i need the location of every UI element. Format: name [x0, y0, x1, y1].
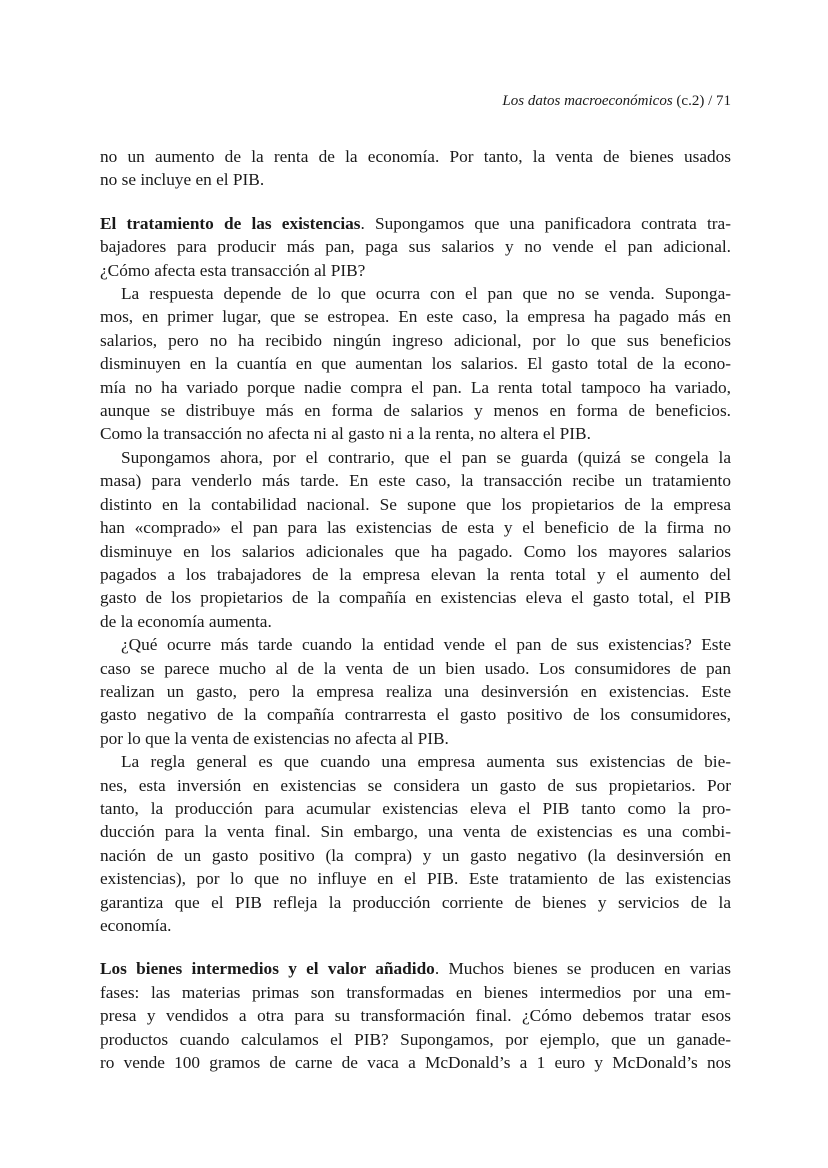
header-chapter: (c.2)	[676, 93, 705, 109]
text-line	[100, 957, 731, 980]
line-text: han «comprado» el pan para las existencias de esta y el beneficio de la firma no	[100, 518, 731, 538]
line-text: La regla general es que cuando una empresa aumenta sus existencias de bie-	[121, 752, 731, 772]
line-text: nación de un gasto positivo (la compra) y un gasto negativo (la desinversión en	[100, 845, 731, 865]
line-text: por lo que la venta de existencias no afecta al PIB.	[100, 728, 449, 748]
line-text: bajadores para producir más pan, paga sus salarios y no vende el pan adicional.	[100, 237, 731, 257]
text-line	[100, 797, 731, 820]
text-line	[100, 305, 731, 328]
line-text: pagados a los trabajadores de la empresa elevan la renta total y el aumento del	[100, 564, 731, 584]
text-line	[100, 540, 731, 563]
line-text: . Supongamos que una panificadora contrata tra-	[360, 213, 731, 233]
text-line	[100, 891, 731, 914]
text-line	[100, 235, 731, 258]
line-text: realizan un gasto, pero la empresa realiza una desinversión en existencias. Este	[100, 681, 731, 701]
text-line	[100, 774, 731, 797]
text-line	[100, 469, 731, 492]
text-line	[100, 1028, 731, 1051]
line-text: de la economía aumenta.	[100, 611, 272, 631]
line-text: fases: las materias primas son transformadas en bienes intermedios por una em-	[100, 982, 731, 1002]
line-text: no se incluye en el PIB.	[100, 170, 265, 190]
text-line	[100, 867, 731, 890]
line-text: Como la transacción no afecta ni al gasto ni a la renta, no altera el PIB.	[100, 424, 591, 444]
line-text: economía.	[100, 916, 172, 935]
text-line	[100, 282, 731, 305]
line-text: caso se parece mucho al de la venta de un bien usado. Los consumidores de pan	[100, 658, 731, 678]
line-text: nes, esta inversión en existencias se considera un gasto de sus propietarios. Por	[100, 775, 731, 795]
text-line	[100, 493, 731, 516]
section-heading: Los bienes intermedios y el valor añadido	[100, 959, 435, 979]
text-line	[100, 1051, 731, 1074]
text-line	[100, 168, 731, 191]
line-text: Supongamos ahora, por el contrario, que el pan se guarda (quizá se congela la	[121, 447, 731, 467]
page-number: 71	[716, 93, 731, 109]
text-line	[100, 703, 731, 726]
line-text: aunque se distribuye más en forma de salarios y menos en forma de beneficios.	[100, 401, 731, 421]
text-line	[100, 914, 731, 937]
line-text: mos, en primer lugar, que se estropea. En este caso, la empresa ha pagado más en	[100, 307, 731, 327]
line-text: ¿Qué ocurre más tarde cuando la entidad vende el pan de sus existencias? Este	[121, 635, 731, 655]
text-line	[100, 352, 731, 375]
text-line	[100, 750, 731, 773]
line-text: gasto de los propietarios de la compañía en existencias eleva el gasto total, el PIB	[100, 588, 731, 608]
text-line	[100, 446, 731, 469]
text-line	[100, 820, 731, 843]
header-title: Los datos macroeconómicos	[502, 93, 673, 109]
text-line	[100, 844, 731, 867]
text-line	[100, 399, 731, 422]
section-heading: El tratamiento de las existencias	[100, 213, 361, 233]
text-line	[100, 981, 731, 1004]
header-separator: /	[708, 93, 713, 109]
line-text: presa y vendidos a otra para su transformación final. ¿Cómo debemos tratar esos	[100, 1006, 731, 1026]
line-text: ¿Cómo afecta esta transacción al PIB?	[100, 260, 366, 280]
text-line	[100, 680, 731, 703]
line-text: La respuesta depende de lo que ocurra con el pan que no se venda. Suponga-	[121, 284, 731, 304]
body-text	[100, 145, 731, 1074]
line-text: masa) para venderlo más tarde. En este caso, la transacción recibe un tratamiento	[100, 471, 731, 491]
line-text: mía no ha variado porque nadie compra el pan. La renta total tampoco ha variado,	[100, 377, 731, 397]
text-line	[100, 1004, 731, 1027]
text-line	[100, 727, 731, 750]
text-line	[100, 563, 731, 586]
line-text: garantiza que el PIB refleja la producción corriente de bienes y servicios de la	[100, 892, 731, 912]
line-text: . Muchos bienes se producen en varias	[434, 959, 731, 979]
text-line	[100, 586, 731, 609]
line-text: tanto, la producción para acumular existencias eleva el PIB tanto como la pro-	[100, 798, 731, 818]
running-header	[502, 93, 731, 110]
line-text: no un aumento de la renta de la economía. Por tanto, la venta de bienes usados	[100, 147, 731, 166]
text-line	[100, 376, 731, 399]
text-line	[100, 329, 731, 352]
line-text: distinto en la contabilidad nacional. Se supone que los propietarios de la empresa	[100, 494, 731, 514]
line-text: salarios, pero no ha recibido ningún ingreso adicional, por lo que sus beneficios	[100, 330, 731, 350]
text-line	[100, 259, 731, 282]
line-text: ro vende 100 gramos de carne de vaca a McDonald’s a 1 euro y McDonald’s nos	[100, 1053, 731, 1073]
text-line	[100, 633, 731, 656]
text-line	[100, 657, 731, 680]
text-line	[100, 610, 731, 633]
text-line	[100, 516, 731, 539]
line-text: disminuyen en la cuantía en que aumentan los salarios. El gasto total de la econo-	[100, 354, 731, 374]
text-line	[100, 212, 731, 235]
text-line	[100, 422, 731, 445]
line-text: gasto negativo de la compañía contrarresta el gasto positivo de los consumidores,	[100, 705, 731, 725]
text-line	[100, 145, 731, 168]
line-text: ducción para la venta final. Sin embargo, una venta de existencias es una combi-	[100, 822, 731, 842]
line-text: disminuye en los salarios adicionales que ha pagado. Como los mayores salarios	[100, 541, 731, 561]
line-text: existencias), por lo que no influye en el PIB. Este tratamiento de las existencias	[100, 869, 731, 889]
line-text: productos cuando calculamos el PIB? Supongamos, por ejemplo, que un ganade-	[100, 1029, 731, 1049]
